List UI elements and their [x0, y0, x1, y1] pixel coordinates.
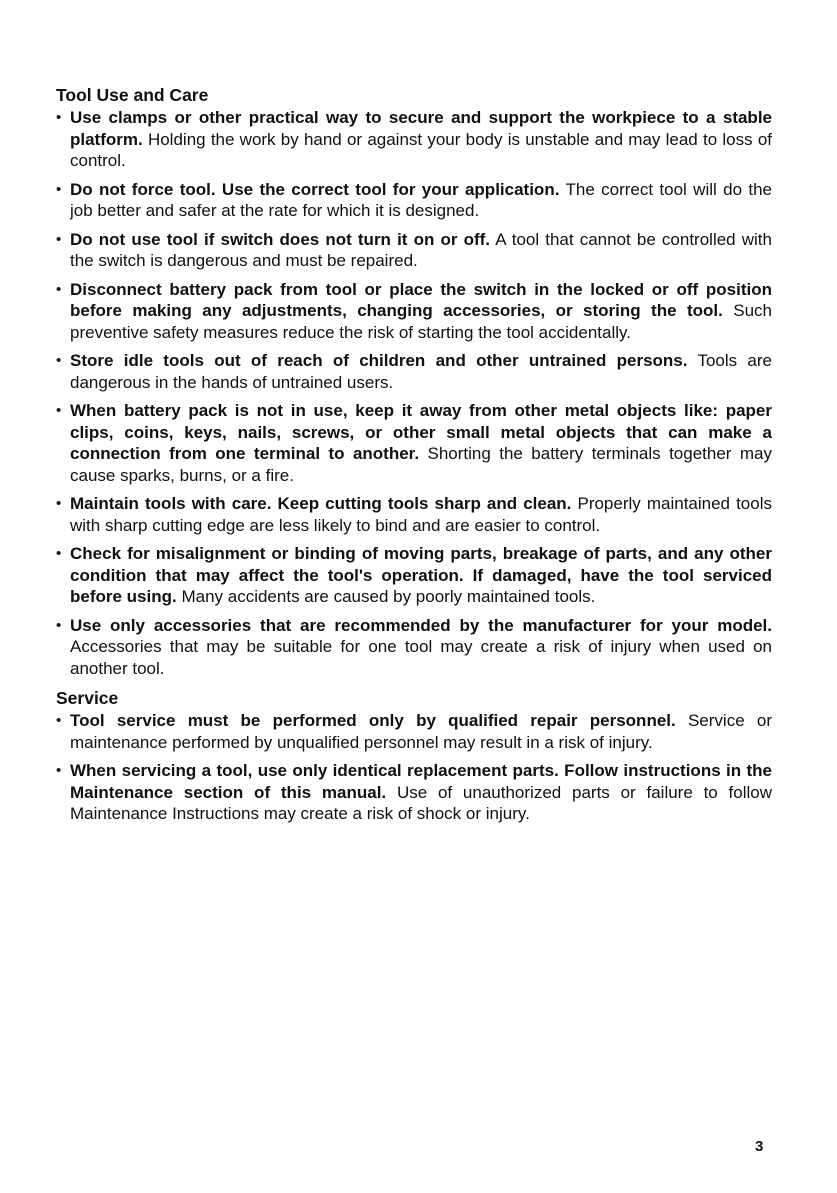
list-item	[56, 350, 772, 393]
bullet-icon: •	[56, 180, 62, 198]
list-item	[56, 400, 772, 486]
bullet-icon: •	[56, 230, 62, 248]
item-heading: Maintain tools with care. Keep cutting tools sharp and clean.	[70, 494, 572, 513]
item-text: Use of unauthorized parts or failure to follow Maintenance Instructions may create a risk of shock or injury.	[70, 782, 773, 823]
item-heading: Store idle tools out of reach of children and other untrained persons.	[70, 351, 688, 370]
list-item	[56, 493, 772, 536]
list-item	[56, 615, 772, 680]
section-title-service: Service	[56, 688, 119, 708]
item-text: Accessories that may be suitable for one tool may create a risk of injury when used on another tool.	[70, 637, 772, 678]
item-text: Service or maintenance performed by unqualified personnel may result in a risk of injury.	[70, 711, 772, 752]
tool-use-list	[56, 107, 772, 679]
item-heading: Use clamps or other practical way to secure and support the workpiece to a stable platform.	[70, 108, 772, 149]
item-text: Many accidents are caused by poorly maintained tools.	[176, 587, 596, 606]
bullet-icon: •	[56, 280, 62, 298]
manual-page	[56, 84, 772, 832]
page-number: 3	[755, 1138, 764, 1155]
item-text: The correct tool will do the job better and safer at the rate for which it is designed.	[70, 179, 773, 220]
item-text: Properly maintained tools with sharp cutting edge are less likely to bind and are easier to control.	[70, 494, 772, 535]
bullet-icon: •	[56, 712, 62, 729]
item-heading: Use only accessories that are recommended by the manufacturer for your model.	[70, 615, 772, 635]
bullet-icon: •	[56, 616, 62, 634]
item-heading: When servicing a tool, use only identical replacement parts. Follow instructions in the Maintenance section of this manual.	[70, 761, 772, 802]
bullet-icon: •	[56, 402, 62, 419]
list-item	[56, 760, 772, 825]
item-text: A tool that cannot be controlled with the switch is dangerous and must be repaired.	[70, 229, 772, 270]
bullet-icon: •	[56, 352, 62, 369]
bullet-icon: •	[56, 545, 62, 562]
item-text: Such preventive safety measures reduce the risk of starting the tool accidentally.	[70, 301, 772, 342]
item-heading: Do not force tool. Use the correct tool for your application.	[70, 179, 560, 199]
bullet-icon: •	[56, 762, 62, 779]
list-item	[56, 710, 772, 753]
item-heading: Tool service must be performed only by qualified repair personnel.	[70, 711, 676, 730]
item-heading: Disconnect battery pack from tool or place the switch in the locked or off position before making any adjustments, changing accessories, or storing the tool.	[70, 279, 772, 320]
item-text: Holding the work by hand or against your body is unstable and may lead to loss of control.	[70, 129, 772, 170]
item-text: Tools are dangerous in the hands of untrained users.	[70, 351, 772, 392]
item-heading: When battery pack is not in use, keep it away from other metal objects like: paper clips, coins, keys, nails, screws, or other small metal objects that can make a connection from one terminal to another.	[70, 401, 772, 463]
bullet-icon: •	[56, 495, 62, 512]
list-item	[56, 229, 772, 272]
bullet-icon: •	[56, 109, 62, 126]
list-item	[56, 107, 772, 172]
item-heading: Check for misalignment or binding of moving parts, breakage of parts, and any other condition that may affect the tool's operation. If damaged, have the tool serviced before using.	[70, 544, 772, 606]
item-text: Shorting the battery terminals together may cause sparks, burns, or a fire.	[70, 444, 772, 485]
list-item	[56, 179, 772, 222]
list-item	[56, 279, 772, 344]
section-title-tool-use: Tool Use and Care	[56, 85, 209, 105]
item-heading: Do not use tool if switch does not turn it on or off.	[70, 229, 491, 249]
list-item	[56, 543, 772, 608]
service-list	[56, 710, 772, 825]
